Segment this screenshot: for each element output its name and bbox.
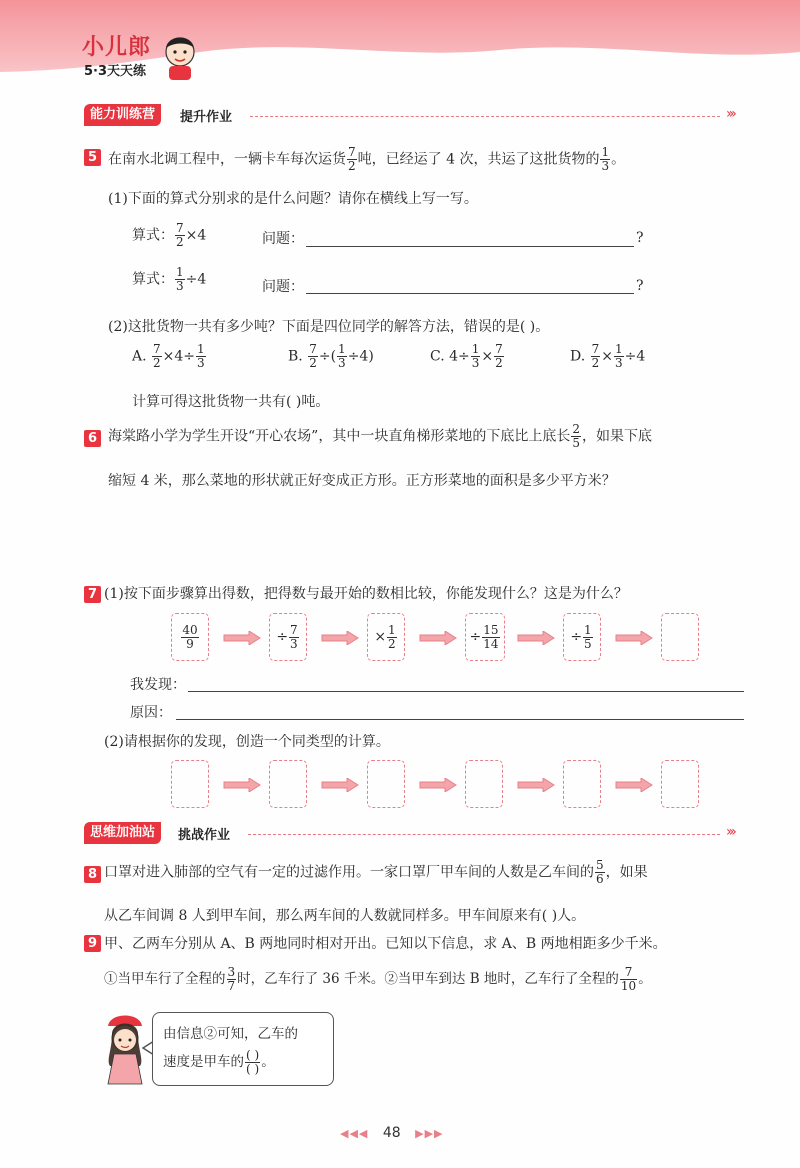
expression-2: 算式： $\frac{1}{3}$ ÷4 [132, 265, 207, 293]
info-line: ①当甲车行了全程的 $\frac{3}{7}$ 时，乙车行了 36 千米。②当甲车到达 B 地时，乙车行了全程的 $\frac{7}{10}$ 。 [104, 965, 652, 993]
step-box-3: ÷ $\frac{15}{14}$ [465, 613, 505, 661]
chevron-right-icon: ››› [726, 106, 734, 122]
result-box[interactable] [661, 613, 699, 661]
arrow-right-icon [517, 631, 555, 645]
question-mark: ? [636, 278, 644, 294]
answer-line[interactable] [306, 293, 634, 294]
section-divider [250, 116, 720, 117]
section-tag-thinking: 思维加油站 [84, 822, 161, 844]
sub-question-2: (2)请根据你的发现，创造一个同类型的计算。 [104, 734, 390, 750]
chevron-right-icon: ››› [726, 824, 734, 840]
option-b[interactable]: B. $\frac{7}{2}$ ÷( $\frac{1}{3}$ ÷4) [288, 342, 374, 370]
sub-question-1: (1)按下面步骤算出得数，把得数与最开始的数相比较，你能发现什么？这是为什么？ [104, 586, 628, 602]
option-a[interactable]: A. $\frac{7}{2}$ ×4÷ $\frac{1}{3}$ [132, 342, 205, 370]
question-mark: ? [636, 230, 644, 246]
blank-box[interactable] [269, 760, 307, 808]
blank-box[interactable] [563, 760, 601, 808]
page-number: 48 [382, 1125, 401, 1141]
answer-line[interactable] [306, 246, 634, 247]
brand-series: 5·3天天练 [84, 64, 147, 79]
step-box-4: ÷ $\frac{1}{5}$ [563, 613, 601, 661]
arrow-right-icon [615, 631, 653, 645]
arrow-right-icon [223, 631, 261, 645]
prev-page-icon: ◀◀◀ [340, 1127, 369, 1140]
arrow-right-icon [321, 631, 359, 645]
blank-box[interactable] [661, 760, 699, 808]
question-stem: 海棠路小学为学生开设“开心农场”，其中一块直角梯形菜地的下底比上底长 $\frac{2}{5}$ ，如果下底 [108, 422, 652, 450]
answer-line[interactable] [176, 719, 744, 720]
blank-box[interactable] [367, 760, 405, 808]
blank-box[interactable] [171, 760, 209, 808]
speech-bubble [152, 1012, 334, 1086]
answer-line[interactable] [188, 691, 744, 692]
question-number: 6 [84, 430, 101, 447]
result-line: 计算可得这批货物一共有( )吨。 [132, 394, 330, 410]
question-stem: 甲、乙两车分别从 A、B 两地同时相对开出。已知以下信息，求 A、B 两地相距多少千米。 [104, 936, 667, 952]
reason-label: 原因： [130, 705, 172, 721]
next-page-icon: ▶▶▶ [415, 1127, 444, 1140]
expression-1: 算式： $\frac{7}{2}$ ×4 [132, 221, 207, 249]
step-box-1: ÷ $\frac{7}{3}$ [269, 613, 307, 661]
sub-question-2: (2)这批货物一共有多少吨？下面是四位同学的解答方法，错误的是( )。 [108, 319, 550, 335]
bubble-line-2: 速度是甲车的 $\frac{( )}{( )}$ 。 [163, 1048, 275, 1076]
question-label: 问题： [262, 231, 304, 247]
question-label: 问题： [262, 279, 304, 295]
option-c[interactable]: C. 4÷ $\frac{1}{3}$ × $\frac{7}{2}$ [430, 342, 503, 370]
option-d[interactable]: D. $\frac{7}{2}$ × $\frac{1}{3}$ ÷4 [570, 342, 646, 370]
brand-logo: 小儿郎 [82, 35, 152, 60]
arrow-right-icon [615, 778, 653, 792]
question-stem-line2: 从乙车间调 8 人到甲车间，那么两车间的人数就同样多。甲车间原来有( )人。 [104, 908, 586, 924]
question-stem-line2: 缩短 4 米，那么菜地的形状就正好变成正方形。正方形菜地的面积是多少平方米？ [108, 473, 616, 489]
step-box-2: × $\frac{1}{2}$ [367, 613, 405, 661]
question-number: 9 [84, 935, 101, 952]
arrow-right-icon [321, 778, 359, 792]
question-stem: 在南水北调工程中，一辆卡车每次运货 $\frac{7}{2}$ 吨，已经运了 4 次，共运了这批货物的 $\frac{1}{3}$ 。 [108, 145, 626, 173]
question-number: 5 [84, 149, 101, 166]
boy-mascot-icon [160, 30, 200, 80]
arrow-right-icon [419, 778, 457, 792]
question-number: 8 [84, 866, 101, 883]
section-subtitle-challenge: 挑战作业 [178, 828, 231, 843]
arrow-right-icon [419, 631, 457, 645]
question-number: 7 [84, 586, 101, 603]
section-divider [248, 834, 720, 835]
sub-question-1: (1)下面的算式分别求的是什么问题？请你在横线上写一写。 [108, 191, 478, 207]
question-stem: 口罩对进入肺部的空气有一定的过滤作用。一家口罩厂甲车间的人数是乙车间的 $\frac{5}{6}$ ，如果 [104, 858, 648, 886]
section-tag-ability: 能力训练营 [84, 104, 161, 126]
blank-box[interactable] [465, 760, 503, 808]
bubble-line-1: 由信息②可知，乙车的 [163, 1026, 298, 1042]
found-label: 我发现： [130, 677, 186, 693]
arrow-right-icon [223, 778, 261, 792]
arrow-right-icon [517, 778, 555, 792]
section-subtitle-improve: 提升作业 [180, 110, 233, 125]
start-value-box: $\frac{40}{9}$ [171, 613, 209, 661]
page-number-footer [340, 1125, 444, 1141]
